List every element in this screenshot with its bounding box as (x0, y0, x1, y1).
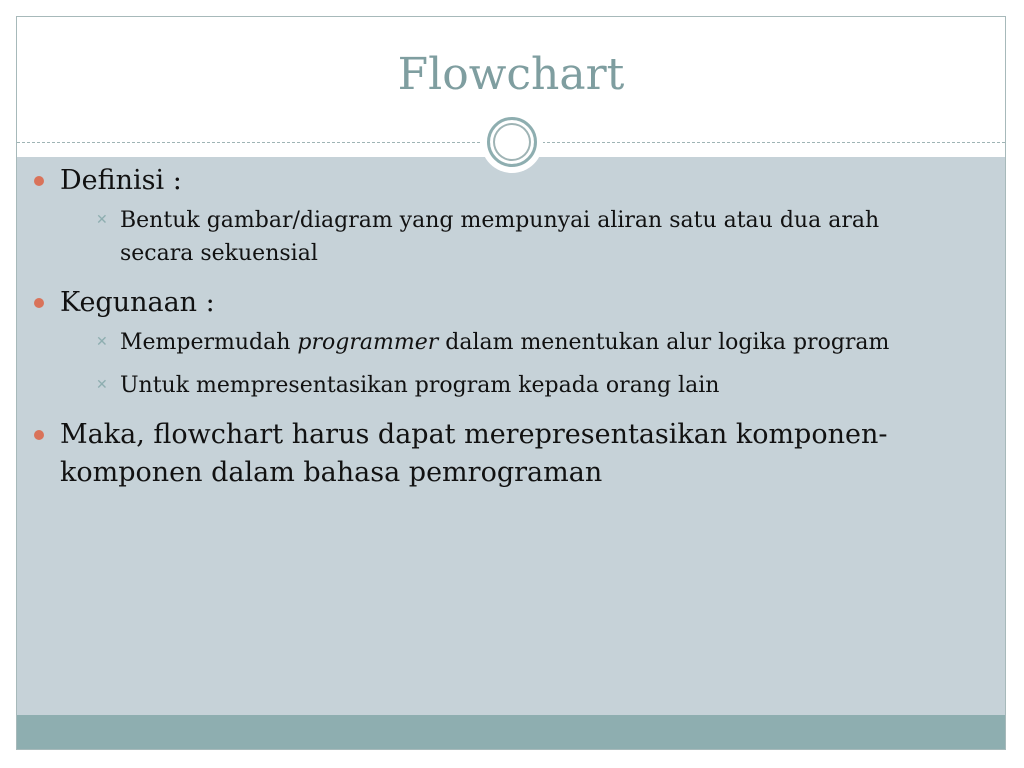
bullet-text: Maka, flowchart harus dapat merepresentasikan komponen-komponen dalam bahasa pemrograman (60, 419, 888, 488)
sub-bullet-item (28, 326, 958, 359)
bullet-item-maka (28, 416, 958, 492)
x-mark-icon: ✕ (96, 212, 108, 228)
footer-band (17, 715, 1005, 749)
spacer (28, 402, 958, 416)
sub-bullet-text: Bentuk gambar/diagram yang mempunyai aliran satu atau dua arah secara sekuensial (120, 208, 880, 266)
bullet-text: Kegunaan : (60, 287, 215, 318)
bullet-text: Definisi : (60, 165, 182, 196)
x-mark-icon: ✕ (96, 334, 108, 350)
bullet-dot-icon (34, 430, 44, 440)
bullet-list (28, 162, 958, 492)
slide-title: Flowchart (397, 49, 625, 100)
sub-bullet-item (28, 369, 958, 402)
sub-bullet-text-after: dalam menentukan alur logika program (438, 330, 890, 355)
spacer (28, 270, 958, 284)
x-mark-icon: ✕ (96, 377, 108, 393)
sub-bullet-item (28, 204, 958, 270)
bullet-item-definisi (28, 162, 958, 200)
sub-bullet-text-italic: programmer (297, 330, 439, 355)
bullet-dot-icon (34, 298, 44, 308)
ring-ornament-icon (487, 117, 537, 167)
sub-bullet-text: Untuk mempresentasikan program kepada orang lain (120, 373, 720, 398)
bullet-item-kegunaan (28, 284, 958, 322)
bullet-dot-icon (34, 176, 44, 186)
sub-bullet-text-before: Mempermudah (120, 330, 298, 355)
spacer (28, 359, 958, 365)
